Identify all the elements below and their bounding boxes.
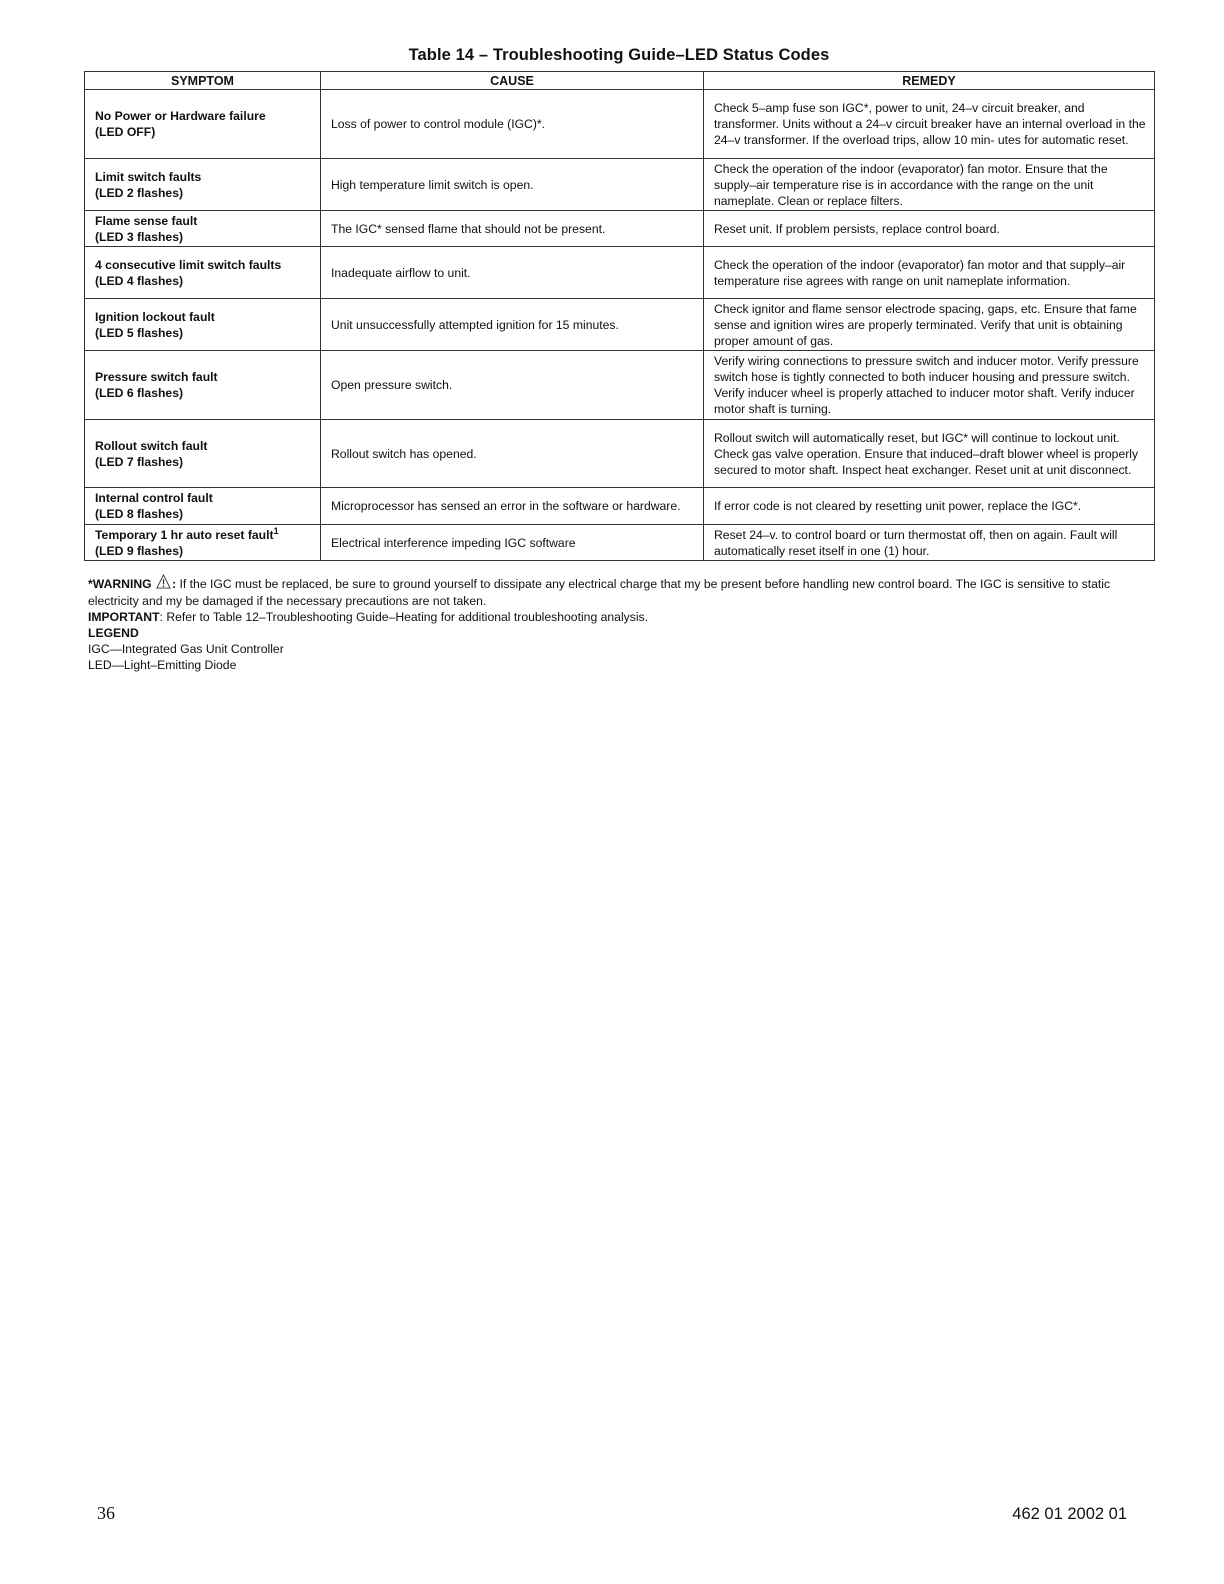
warning-triangle-icon [156,574,171,593]
symptom-text: Rollout switch fault [95,438,208,453]
troubleshooting-table [84,71,1155,561]
led-code: (LED 8 flashes) [95,507,184,521]
table-row [85,299,1155,351]
remedy-cell: Check ignitor and flame sensor electrode spacing, gaps, etc. Ensure that fame sense and ignition wires are properly terminated. Verify that unit is obtaining proper amount of gas. [704,299,1155,351]
symptom-text: Temporary 1 hr auto reset fault [95,527,274,542]
table-row [85,247,1155,299]
symptom-text: Flame sense fault [95,213,198,228]
remedy-cell: Reset 24–v. to control board or turn thermostat off, then on again. Fault will automatically reset itself in one (1) hour. [704,525,1155,561]
table-notes [88,574,1154,673]
symptom-cell [85,525,321,561]
led-code: (LED 9 flashes) [95,543,184,558]
symptom-text: Ignition lockout fault [95,309,215,324]
symptom-text: 4 consecutive limit switch faults [95,257,282,272]
led-code: (LED 5 flashes) [95,325,184,340]
legend-item: IGC—Integrated Gas Unit Controller [88,642,284,656]
important-text: : Refer to Table 12–Troubleshooting Guide–Heating for additional troubleshooting analysis. [159,610,649,624]
header-cause: CAUSE [321,72,704,90]
header-remedy: REMEDY [704,72,1155,90]
page-number: 36 [97,1503,115,1523]
symptom-cell [85,420,321,488]
led-code: (LED OFF) [95,125,156,139]
cause-cell: Rollout switch has opened. [321,420,704,488]
led-code: (LED 3 flashes) [95,229,184,244]
warning-text: If the IGC must be replaced, be sure to ground yourself to dissipate any electrical charge that my be present before handling new control board. The IGC is sensitive to static electricity and my be damaged if the necessary precautions are not taken. [88,577,1111,608]
header-symptom: SYMPTOM [85,72,321,90]
table-header-row [85,72,1155,90]
remedy-cell: If error code is not cleared by resetting unit power, replace the IGC*. [704,488,1155,525]
remedy-cell: Verify wiring connections to pressure switch and inducer motor. Verify pressure switch hose is tightly connected to both inducer housing and pressure switch. Verify inducer wheel is properly attached to inducer motor shaft. Verify inducer motor shaft is turning. [704,351,1155,420]
cause-cell: High temperature limit switch is open. [321,159,704,211]
symptom-cell [85,351,321,420]
led-code: (LED 7 flashes) [95,454,184,469]
legend-title: LEGEND [88,626,139,640]
table-row [85,159,1155,211]
symptom-text: Internal control fault [95,491,213,505]
cause-cell: Microprocessor has sensed an error in the software or hardware. [321,488,704,525]
remedy-cell: Check the operation of the indoor (evaporator) fan motor. Ensure that the supply–air temperature rise is in accordance with the range on the unit nameplate. Clean or replace filters. [704,159,1155,211]
table-row [85,525,1155,561]
symptom-cell [85,488,321,525]
led-code: (LED 4 flashes) [95,273,184,288]
warning-colon: : [172,577,177,591]
led-code: (LED 2 flashes) [95,185,184,200]
table-row [85,488,1155,525]
cause-cell: Electrical interference impeding IGC software [321,525,704,561]
table-row [85,211,1155,247]
warning-label: *WARNING [88,577,152,591]
important-note [88,609,1154,625]
led-code: (LED 6 flashes) [95,386,184,400]
symptom-text-wrap [95,527,310,543]
legend-item: LED—Light–Emitting Diode [88,658,237,672]
remedy-cell: Rollout switch will automatically reset, but IGC* will continue to lockout unit. Check gas valve operation. Ensure that induced–draft blower wheel is properly secured to motor shaft. Inspect heat exchanger. Reset unit at unit disconnect. [704,420,1155,488]
cause-cell: Unit unsuccessfully attempted ignition for 15 minutes. [321,299,704,351]
symptom-cell [85,90,321,159]
table-row [85,351,1155,420]
symptom-text: Pressure switch fault [95,370,218,384]
remedy-cell: Check the operation of the indoor (evaporator) fan motor and that supply–air temperature rise agrees with range on unit nameplate information. [704,247,1155,299]
remedy-cell: Reset unit. If problem persists, replace control board. [704,211,1155,247]
table-row [85,90,1155,159]
warning-note [88,574,1154,609]
symptom-cell [85,211,321,247]
important-label: IMPORTANT [88,610,160,624]
document-number: 462 01 2002 01 [1012,1505,1127,1523]
remedy-cell: Check 5–amp fuse son IGC*, power to unit, 24–v circuit breaker, and transformer. Units without a 24–v circuit breaker have an internal overload in the 24–v transformer. If the overload trips, allow 10 min- utes for automatic reset. [704,90,1155,159]
table-row [85,420,1155,488]
footnote-marker: 1 [273,525,279,536]
cause-cell: Open pressure switch. [321,351,704,420]
cause-cell: Inadequate airflow to unit. [321,247,704,299]
symptom-text: Limit switch faults [95,169,202,184]
symptom-cell [85,299,321,351]
cause-cell: The IGC* sensed flame that should not be present. [321,211,704,247]
symptom-cell [85,159,321,211]
symptom-text: No Power or Hardware failure [95,109,266,123]
symptom-cell [85,247,321,299]
cause-cell: Loss of power to control module (IGC)*. [321,90,704,159]
table-title: Table 14 – Troubleshooting Guide–LED Status Codes [408,46,830,64]
